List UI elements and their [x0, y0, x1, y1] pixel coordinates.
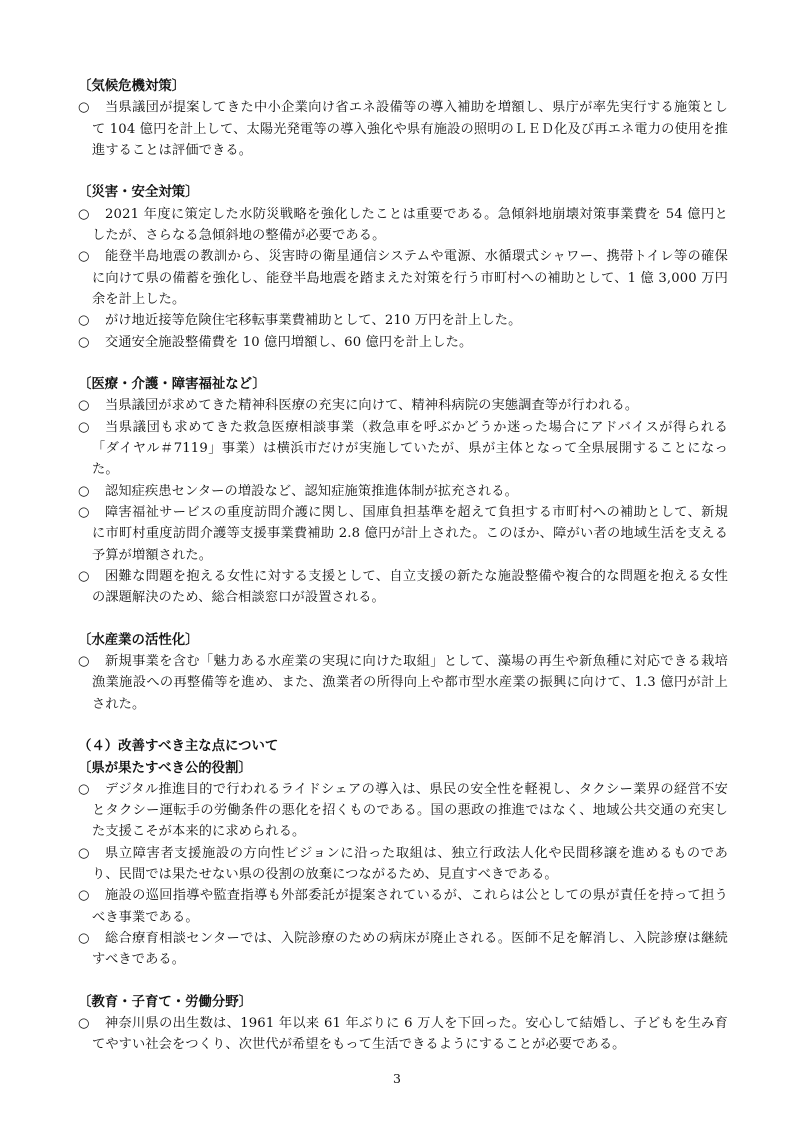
list-item-text: 当県議団も求めてきた救急医療相談事業（救急車を呼ぶかどうか迷った場合にアドバイスが得られる「ダイヤル＃7119」事業）は横浜市だけが実施していたが、県が主体となって全県展開することになった。 [92, 419, 728, 478]
list-item [78, 885, 728, 928]
list-item-text: 交通安全施設整備費を 10 億円増額し、60 億円を計上した。 [105, 334, 473, 350]
section-heading: 〔災害・安全対策〕 [78, 185, 199, 201]
section-climate [78, 76, 728, 161]
section-heading: 〔気候危機対策〕 [78, 79, 186, 94]
list-item-text: 県立障害者支援施設の方向性ビジョンに沿った取組は、独立行政法人化や民間移譲を進めるものであり、民間では果たせない県の役割の放棄につながるため、見直すべきである。 [92, 845, 728, 882]
list-item-text: 総合療育相談センターでは、入院診療のための病床が廃止される。医師不足を解消し、入院診療は継続すべきである。 [92, 930, 728, 968]
section-medical-welfare [78, 374, 728, 608]
section-public-role [78, 758, 728, 971]
list-item [78, 928, 728, 971]
list-item-text: 困難な問題を抱える女性に対する支援として、自立支援の新たな施設整備や複合的な問題を抱える女性の課題解決のため、総合相談窓口が設置される。 [92, 568, 728, 606]
list-item [78, 651, 728, 715]
page-number: 3 [393, 1071, 401, 1086]
circle-bullet-icon: ○ [78, 1016, 90, 1032]
section-heading: 〔教育・子育て・労働分野〕 [78, 994, 253, 1010]
list-item [78, 481, 728, 502]
list-item [78, 502, 728, 566]
list-item-text: 2021 年度に策定した水防災戦略を強化したことは重要である。急傾斜地崩壊対策事業費を 54 億円としたが、さらなる急傾斜地の整備が必要である。 [92, 206, 728, 244]
list-item [78, 395, 728, 416]
list-item [78, 332, 728, 353]
list-item-text: がけ地近接等危険住宅移転事業費補助として、210 万円を計上した。 [105, 313, 522, 329]
list-item [78, 310, 728, 331]
list-item [78, 97, 728, 161]
section-fisheries [78, 630, 728, 715]
circle-bullet-icon: ○ [78, 398, 90, 414]
document-page [78, 76, 728, 1056]
circle-bullet-icon: ○ [78, 930, 90, 946]
list-item [78, 417, 728, 481]
list-item-text: 神奈川県の出生数は、1961 年以来 61 年ぶりに 6 万人を下回った。安心して結婚し、子どもを生み育てやすい社会をつくり、次世代が希望をもって生活できるようにすることが必要である。 [92, 1016, 728, 1053]
circle-bullet-icon: ○ [78, 654, 90, 670]
circle-bullet-icon: ○ [78, 483, 90, 499]
list-item [78, 204, 728, 247]
section-disaster [78, 182, 728, 352]
section-heading: 〔医療・介護・障害福祉など〕 [78, 377, 266, 393]
circle-bullet-icon: ○ [78, 781, 90, 797]
subsection-heading: （４）改善すべき主な点について [78, 739, 279, 755]
circle-bullet-icon: ○ [78, 568, 90, 584]
circle-bullet-icon: ○ [78, 313, 90, 329]
list-item [78, 246, 728, 310]
list-item-text: 認知症疾患センターの増設など、認知症施策推進体制が拡充される。 [105, 483, 518, 499]
list-item-text: 当県議団が提案してきた中小企業向け省エネ設備等の導入補助を増額し、県庁が率先実行する施策として 104 億円を計上して、太陽光発電等の導入強化や県有施設の照明のＬＥＤ化及び再エネ電力の使用を推進することは評価できる。 [92, 100, 728, 158]
circle-bullet-icon: ○ [78, 206, 90, 222]
circle-bullet-icon: ○ [78, 334, 90, 350]
circle-bullet-icon: ○ [78, 249, 90, 265]
section-education-childcare-labor [78, 992, 728, 1056]
list-item [78, 779, 728, 843]
list-item-text: 新規事業を含む「魅力ある水産業の実現に向けた取組」として、藻場の再生や新魚種に対応できる栽培漁業施設への再整備等を進め、また、漁業者の所得向上や都市型水産業の振興に向けて、1.3 億円が計上された。 [92, 654, 728, 712]
section-heading: 〔県が果たすべき公的役割〕 [78, 760, 252, 776]
list-item [78, 1013, 728, 1056]
circle-bullet-icon: ○ [78, 504, 90, 520]
section-heading: 〔水産業の活性化〕 [78, 632, 199, 648]
list-item-text: 施設の巡回指導や監査指導も外部委託が提案されているが、これらは公としての県が責任を持って担うべき事業である。 [92, 888, 728, 925]
list-item-text: 当県議団が求めてきた精神科医療の充実に向けて、精神科病院の実態調査等が行われる。 [105, 398, 639, 414]
list-item-text: 障害福祉サービスの重度訪問介護に関し、国庫負担基準を超えて負担する市町村への補助として、新規に市町村重度訪問介護等支援事業費補助 2.8 億円が計上された。このほか、障がい者の地域生活を支える予算が増額された。 [92, 504, 728, 563]
circle-bullet-icon: ○ [78, 100, 90, 116]
circle-bullet-icon: ○ [78, 845, 90, 861]
circle-bullet-icon: ○ [78, 888, 90, 904]
circle-bullet-icon: ○ [78, 419, 90, 435]
list-item-text: デジタル推進目的で行われるライドシェアの導入は、県民の安全性を軽視し、タクシー業界の経営不安とタクシー運転手の労働条件の悪化を招くものである。国の悪政の推進ではなく、地域公共交通の充実した支援こそが本来的に求められる。 [92, 781, 728, 840]
list-item-text: 能登半島地震の教訓から、災害時の衛星通信システムや電源、水循環式シャワー、携帯トイレ等の確保に向けて県の備蓄を強化し、能登半島地震を踏まえた対策を行う市町村への補助として、1 億 3,000 万円余を計上した。 [92, 249, 728, 307]
list-item [78, 566, 728, 609]
list-item [78, 843, 728, 886]
